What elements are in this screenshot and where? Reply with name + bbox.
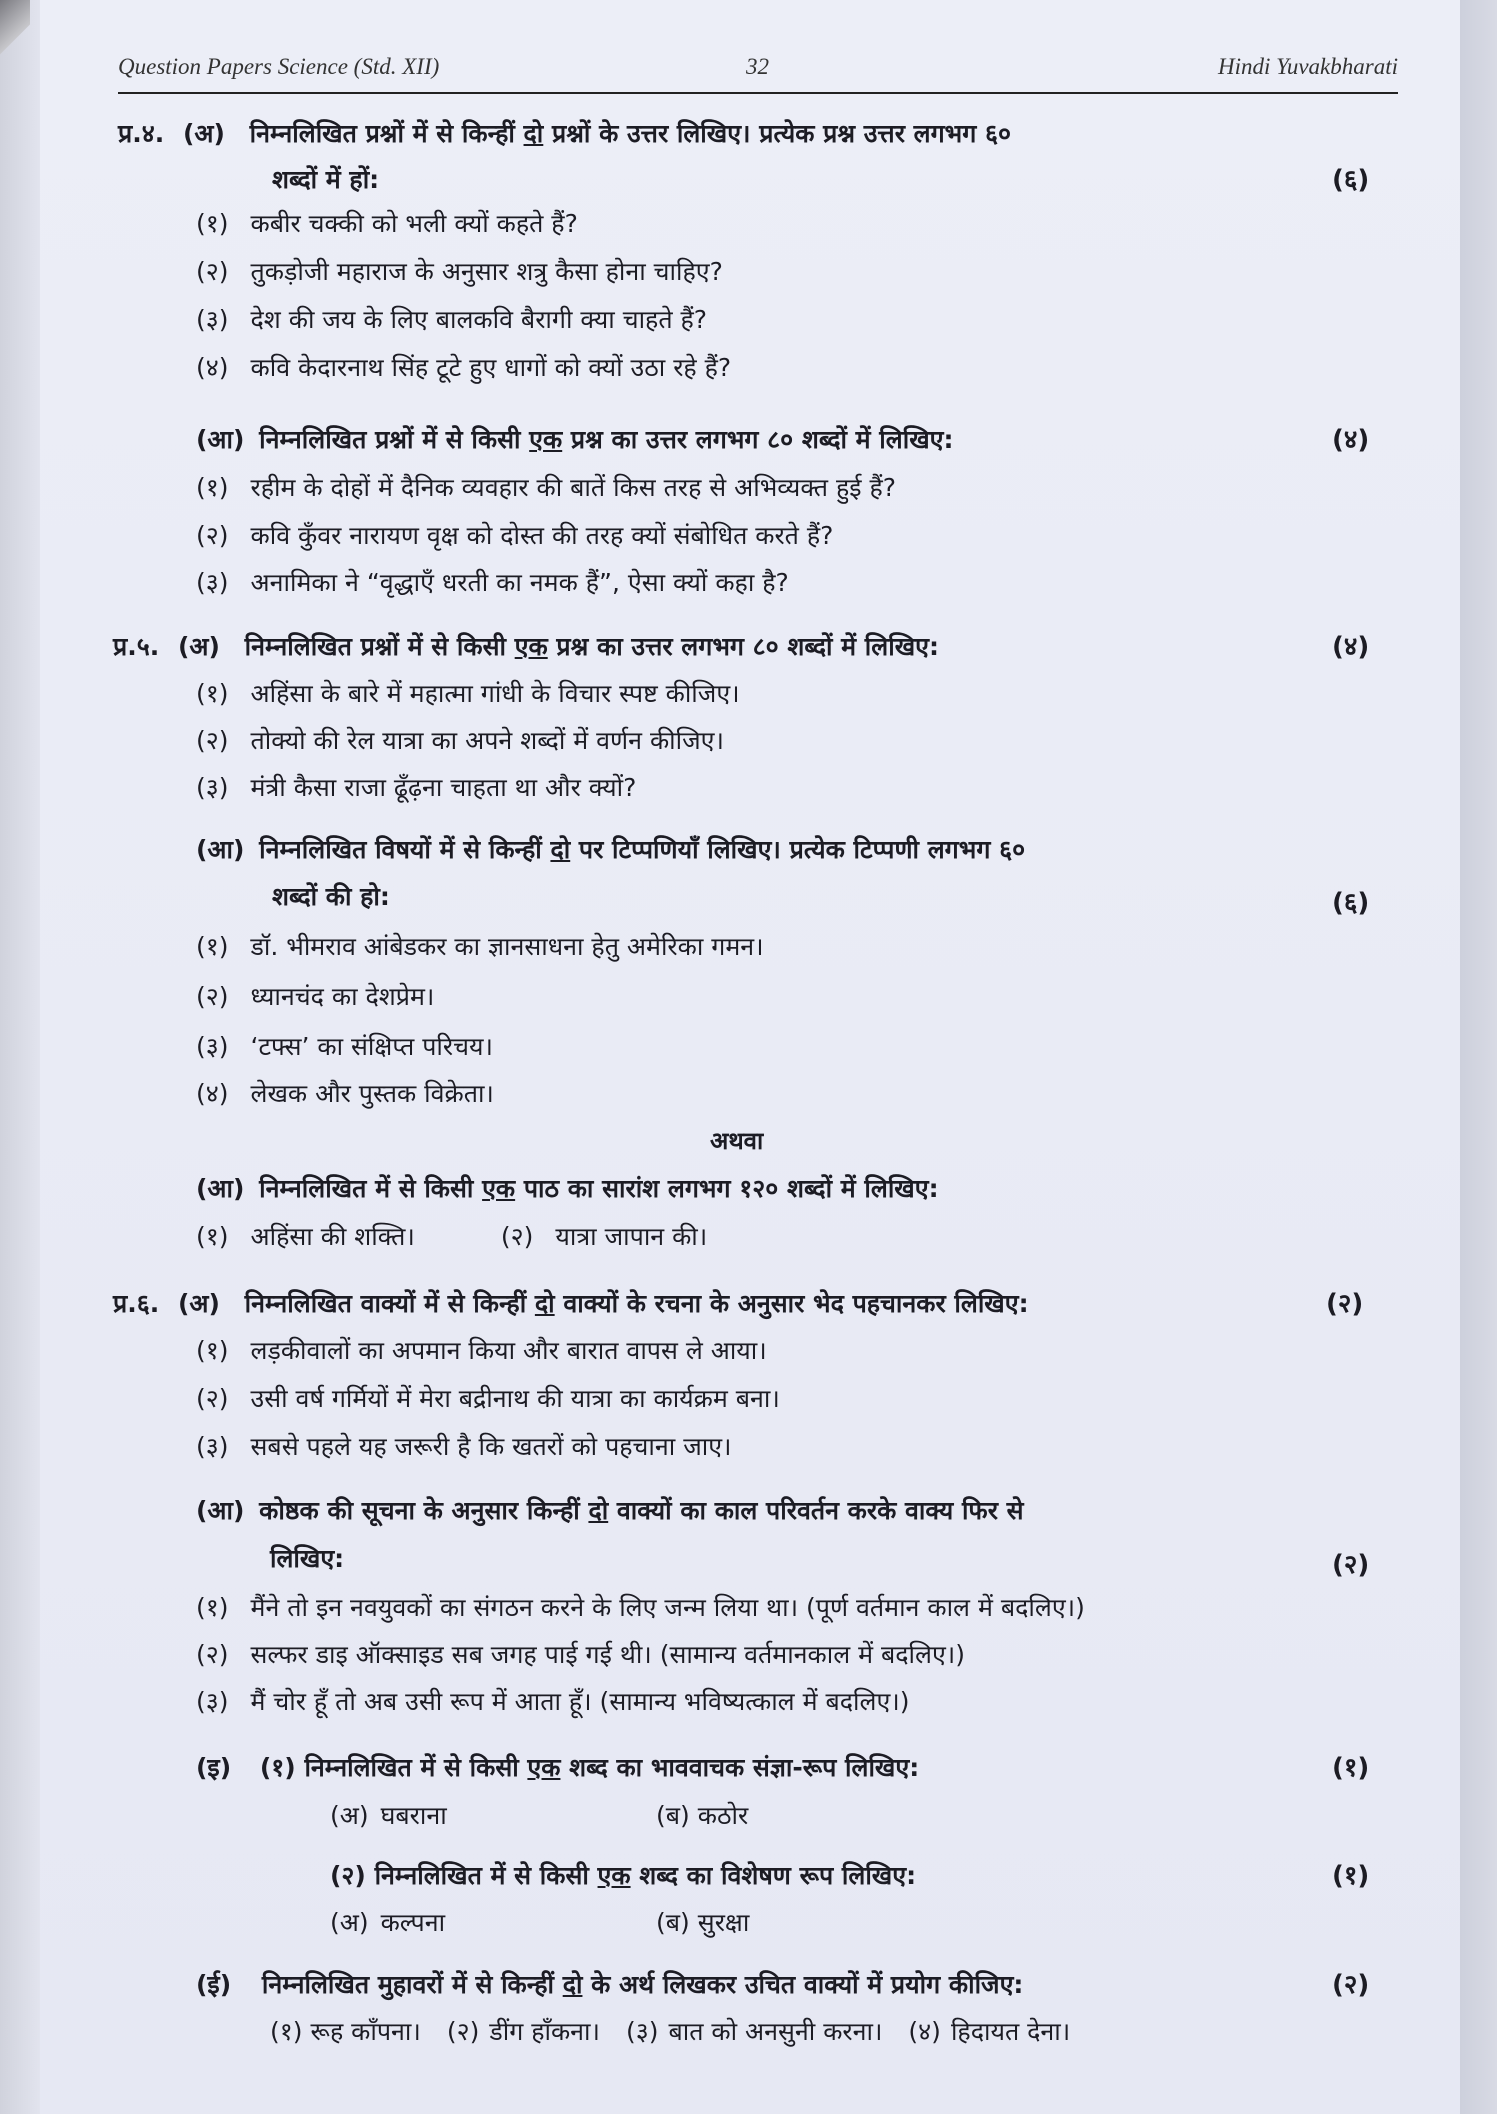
question-number: प्र.४. xyxy=(118,119,165,148)
page-left-edge xyxy=(0,0,40,2114)
page-right-edge xyxy=(1460,0,1497,2114)
q6-a-instruction: प्र.६. (अ) निम्नलिखित वाक्यों में से किन्हीं दो वाक्यों के रचना के अनुसार भेद पहचानकर लिखिए: xyxy=(113,1289,1029,1318)
marks: (६) xyxy=(1332,888,1370,918)
header-subject: Hindi Yuvakbharati xyxy=(1218,54,1398,79)
idiom-list: (१) रूह काँपना। (२) डींग हाँकना। (३) बात को अनसुनी करना। (४) हिदायत देना। xyxy=(270,2017,1071,2046)
list-item: (१) लड़कीवालों का अपमान किया और बारात वापस ले आया। xyxy=(196,1336,767,1365)
list-item: (१) कबीर चक्की को भली क्यों कहते हैं? xyxy=(196,209,578,238)
q4-a-instruction: प्र.४. (अ) निम्नलिखित प्रश्नों में से किन्हीं दो प्रश्नों के उत्तर लिखिए। प्रत्येक प्रश्न उत्तर लगभग ६० xyxy=(118,119,1012,148)
page-header xyxy=(118,48,1398,94)
list-item: (४) लेखक और पुस्तक विक्रेता। xyxy=(196,1079,494,1108)
list-item: (३) ‘टफ्स’ का संक्षिप्त परिचय। xyxy=(196,1032,493,1061)
marks: (४) xyxy=(1332,632,1370,662)
list-item: (२) ध्यानचंद का देशप्रेम। xyxy=(196,982,435,1011)
q4-aa-instruction: (आ) निम्नलिखित प्रश्नों में से किसी एक प्रश्न का उत्तर लगभग ८० शब्दों में लिखिए: xyxy=(196,425,954,454)
marks: (१) xyxy=(1332,1861,1370,1891)
option-row: (अ) कल्पना (ब) सुरक्षा xyxy=(330,1908,750,1937)
sub-label: (अ) xyxy=(182,119,225,148)
list-item: (२) तोक्यो की रेल यात्रा का अपने शब्दों में वर्णन कीजिए। xyxy=(196,726,724,755)
header-book-title: Question Papers Science (Std. XII) xyxy=(118,54,440,79)
list-item: (१) डॉ. भीमराव आंबेडकर का ज्ञानसाधना हेतु अमेरिका गमन। xyxy=(196,932,764,961)
list-item: (३) मंत्री कैसा राजा ढूँढ़ना चाहता था और क्यों? xyxy=(196,773,637,802)
q6-aa-instruction-line2: लिखिए: xyxy=(270,1544,345,1573)
q4-a-instruction-line2: शब्दों में हों: xyxy=(272,165,380,194)
question-number: प्र.५. xyxy=(113,632,160,661)
q5-aa-instruction: (आ) निम्नलिखित विषयों में से किन्हीं दो पर टिप्पणियाँ लिखिए। प्रत्येक टिप्पणी लगभग ६० xyxy=(196,835,1026,864)
list-item: (४) कवि केदारनाथ सिंह टूटे हुए धागों को क्यों उठा रहे हैं? xyxy=(196,353,732,382)
question-number: प्र.६. xyxy=(113,1289,160,1318)
marks: (२) xyxy=(1326,1289,1364,1319)
marks: (२) xyxy=(1332,1550,1370,1580)
list-item: (१) अहिंसा के बारे में महात्मा गांधी के विचार स्पष्ट कीजिए। xyxy=(196,679,740,708)
marks: (४) xyxy=(1332,425,1370,455)
marks: (६) xyxy=(1332,165,1370,195)
list-item: (२) कवि कुँवर नारायण वृक्ष को दोस्त की तरह क्यों संबोधित करते हैं? xyxy=(196,521,834,550)
list-item: (२) तुकड़ोजी महाराज के अनुसार शत्रु कैसा होना चाहिए? xyxy=(196,257,723,286)
list-item: (२) सल्फर डाइ ऑक्साइड सब जगह पाई गई थी। (सामान्य वर्तमानकाल में बदलिए।) xyxy=(196,1640,966,1669)
marks: (१) xyxy=(1332,1753,1370,1783)
page-corner-curl xyxy=(0,0,30,60)
q6-i-part2-instruction: (२) निम्नलिखित में से किसी एक शब्द का विशेषण रूप लिखिए: xyxy=(330,1861,917,1890)
list-item: (१) मैंने तो इन नवयुवकों का संगठन करने के लिए जन्म लिया था। (पूर्ण वर्तमान काल में बदलिए।) xyxy=(196,1593,1085,1622)
q5-aa-instruction-line2: शब्दों की हो: xyxy=(272,882,390,911)
q5-aa-alt-instruction: (आ) निम्नलिखित में से किसी एक पाठ का सारांश लगभग १२० शब्दों में लिखिए: xyxy=(196,1174,939,1203)
marks: (२) xyxy=(1332,1970,1370,2000)
or-divider: अथवा xyxy=(710,1127,764,1155)
q6-aa-instruction: (आ) कोष्ठक की सूचना के अनुसार किन्हीं दो वाक्यों का काल परिवर्तन करके वाक्य फिर से xyxy=(196,1496,1024,1525)
page-number: 32 xyxy=(746,54,769,79)
list-item: (१) रहीम के दोहों में दैनिक व्यवहार की बातें किस तरह से अभिव्यक्त हुई हैं? xyxy=(196,473,896,502)
list-item: (१) अहिंसा की शक्ति। (२) यात्रा जापान की। xyxy=(196,1222,708,1251)
q6-i-part1-instruction: (इ) (१) निम्नलिखित में से किसी एक शब्द का भाववाचक संज्ञा-रूप लिखिए: xyxy=(196,1753,920,1782)
list-item: (३) मैं चोर हूँ तो अब उसी रूप में आता हूँ। (सामान्य भविष्यत्काल में बदलिए।) xyxy=(196,1687,910,1716)
list-item: (३) अनामिका ने “वृद्धाएँ धरती का नमक हैं”, ऐसा क्यों कहा है? xyxy=(196,568,789,597)
option-row: (अ) घबराना (ब) कठोर xyxy=(330,1801,749,1830)
list-item: (२) उसी वर्ष गर्मियों में मेरा बद्रीनाथ की यात्रा का कार्यक्रम बना। xyxy=(196,1384,780,1413)
list-item: (३) सबसे पहले यह जरूरी है कि खतरों को पहचाना जाए। xyxy=(196,1432,732,1461)
q6-ii-instruction: (ई) निम्नलिखित मुहावरों में से किन्हीं दो के अर्थ लिखकर उचित वाक्यों में प्रयोग कीजिए: xyxy=(196,1970,1024,1999)
q5-a-instruction: प्र.५. (अ) निम्नलिखित प्रश्नों में से किसी एक प्रश्न का उत्तर लगभग ८० शब्दों में लिखिए: xyxy=(113,632,939,661)
list-item: (३) देश की जय के लिए बालकवि बैरागी क्या चाहते हैं? xyxy=(196,305,708,334)
